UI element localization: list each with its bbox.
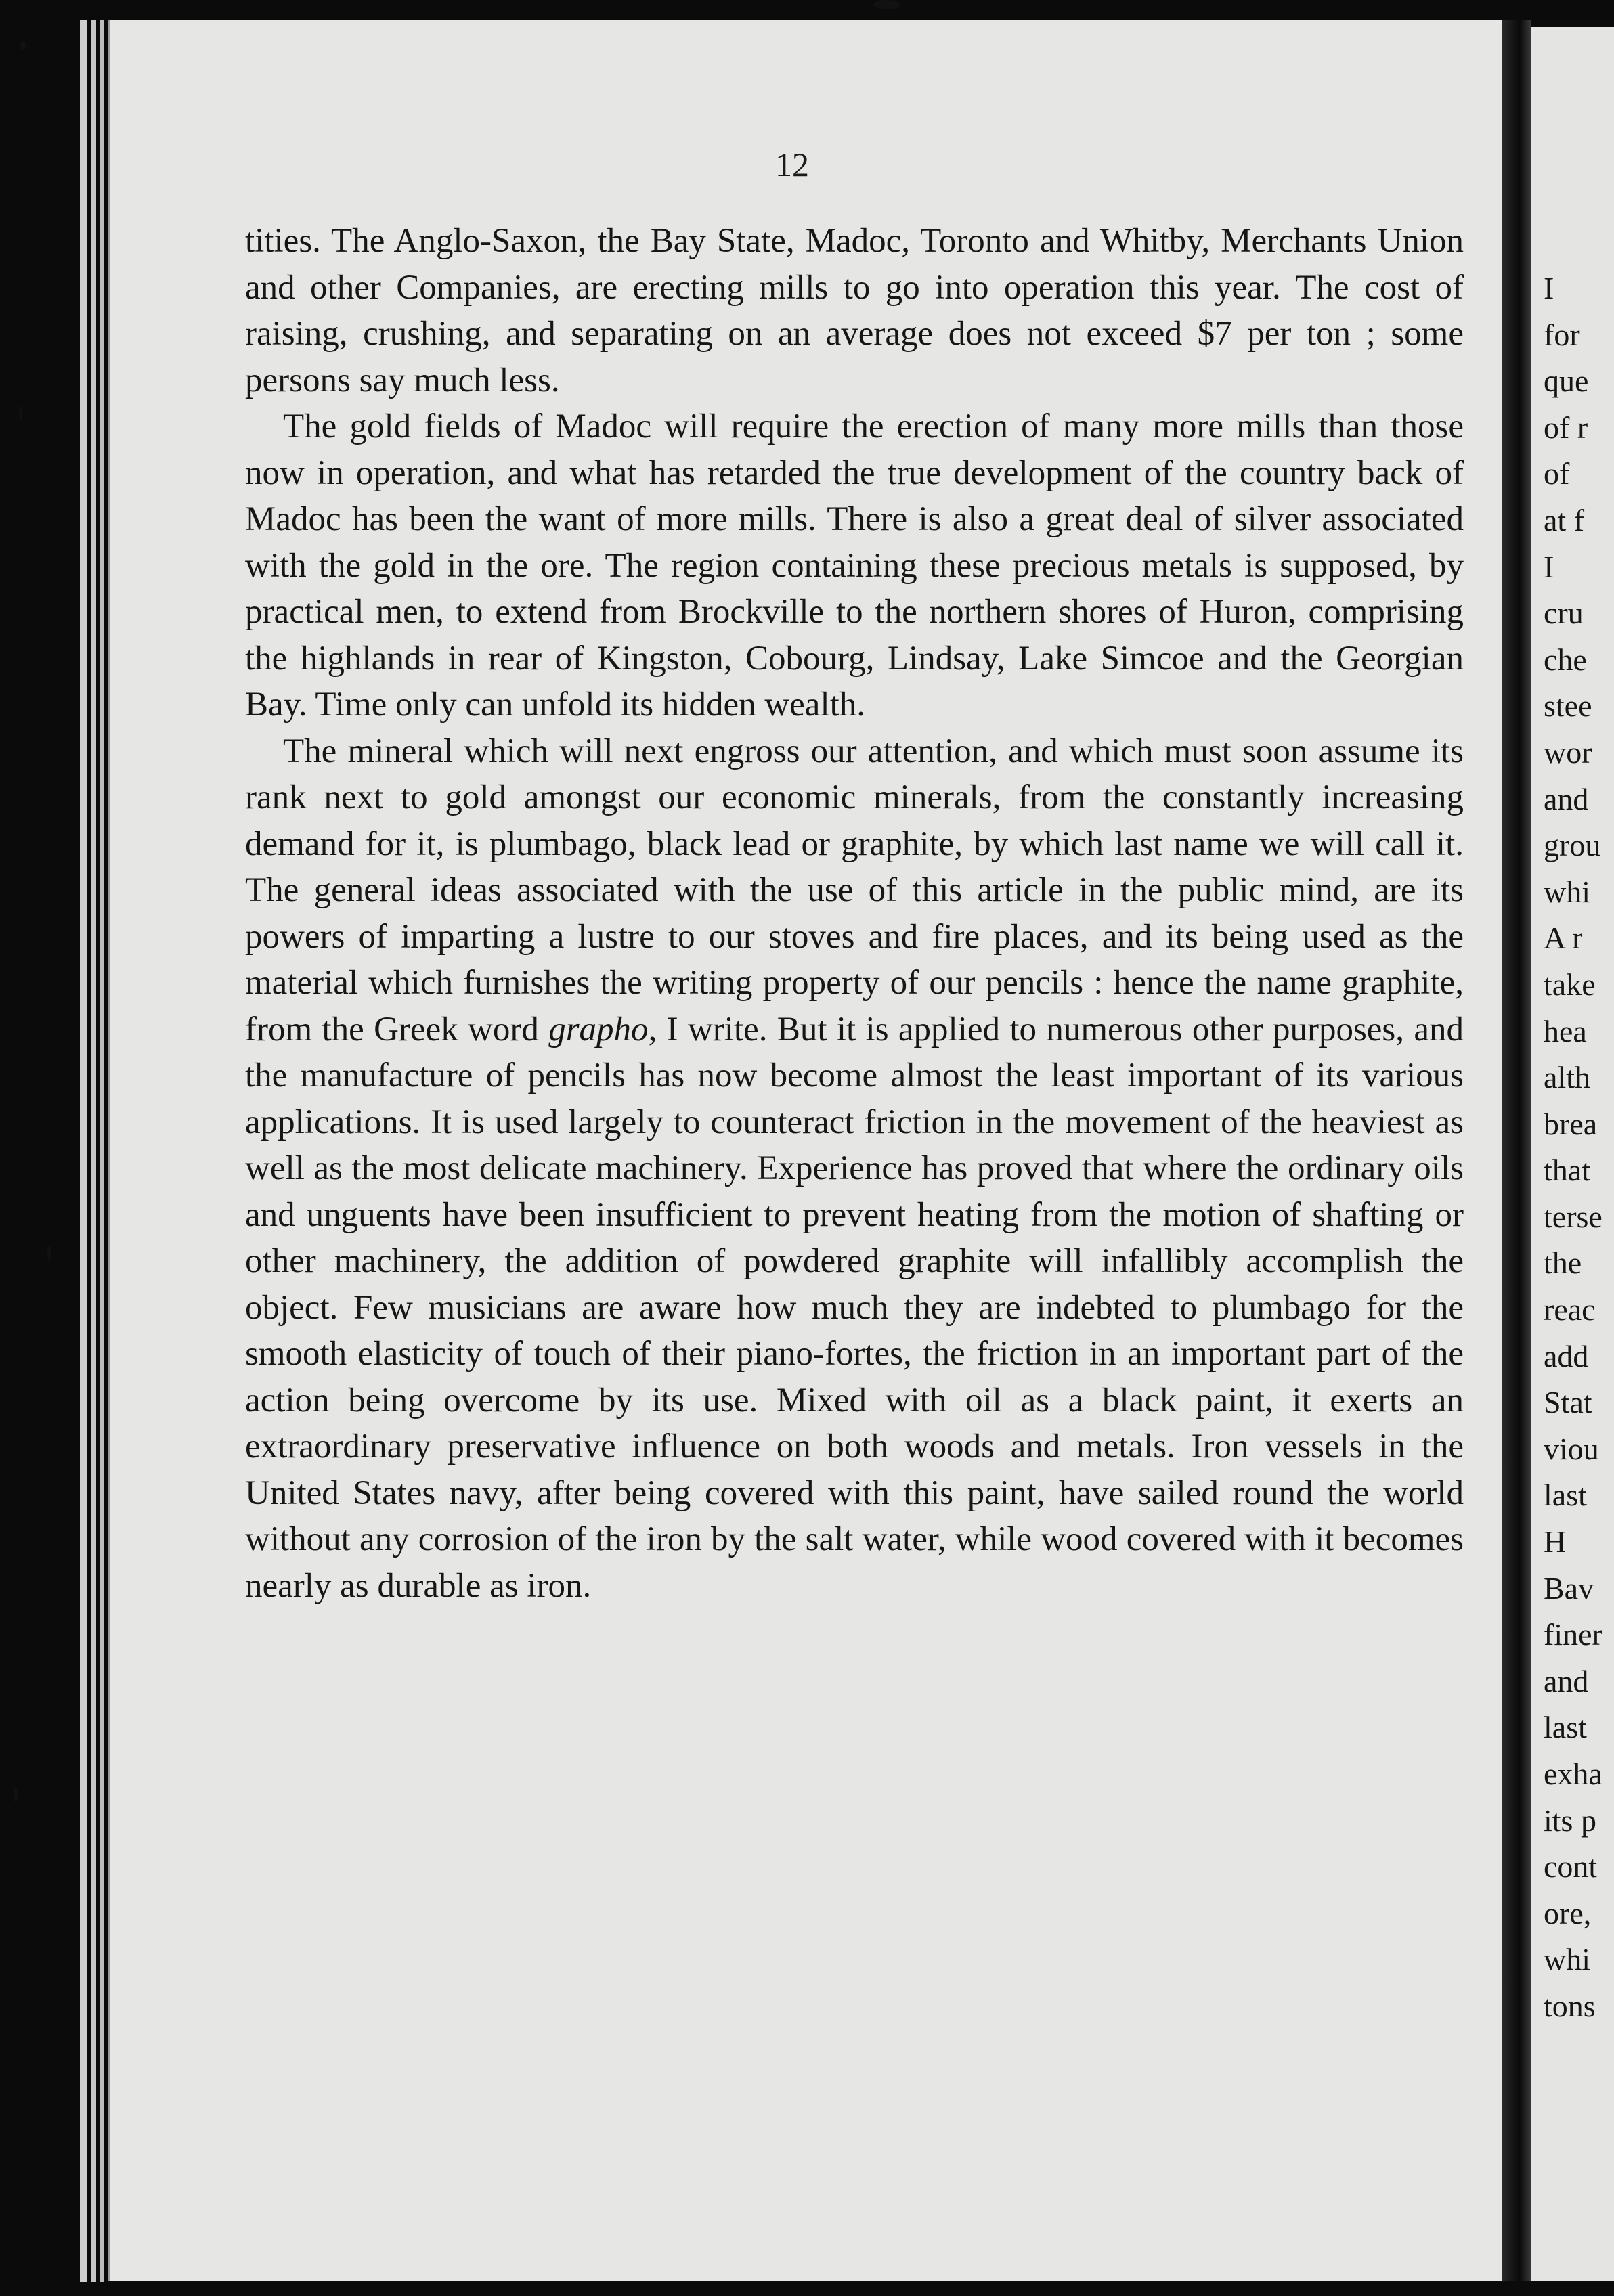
facing-page-line: its p <box>1544 1803 1596 1838</box>
facing-page-line: Bav <box>1544 1570 1594 1606</box>
page-edge <box>91 20 96 2282</box>
facing-page-line: at f <box>1544 502 1585 537</box>
paragraph-text: tities. The Anglo-Saxon, the Bay State, Madoc, Toronto and Whitby, Merchants Union and other Companies, are erecting mills to go into operation this year. The cost of raising, crushing, and separating on an average does not exceed $7 per ton ; some persons say much less. <box>245 222 1464 399</box>
facing-page-line: whi <box>1544 1942 1590 1977</box>
facing-page-text <box>1544 265 1614 2030</box>
facing-page-line: finer <box>1544 1617 1602 1652</box>
paragraph-text: , I write. But it is applied to numerous other purposes, and the manufacture of pencils has now become almost the least important of its various applications. It is used largely to counteract friction in the movement of the heaviest as well as the most delicate machinery. Experience has proved that where the ordinary oils and unguents have been insufficient to prevent heating from the motion of shafting or other machinery, the addition of powdered graphite will infallibly accomplish the object. Few musicians are aware how much they are indebted to plumbago for the smooth elasticity of touch of their piano-fortes, the friction in an important part of the action being overcome by its use. Mixed with oil as a black paint, it exerts an extraordinary preservative influence on both woods and metals. Iron vessels in the United States navy, after being covered with this paint, have sailed round the world without any corrosion of the iron by the salt water, while wood covered with it becomes nearly as durable as iron. <box>245 1010 1464 1605</box>
paragraph <box>245 403 1464 728</box>
italic-word: grapho <box>548 1010 649 1048</box>
paragraph <box>245 728 1464 1610</box>
facing-page-line: I <box>1544 271 1554 305</box>
facing-page-line: H <box>1544 1524 1567 1560</box>
facing-page-line: and <box>1544 1663 1589 1698</box>
page-number: 12 <box>775 146 809 183</box>
facing-page-line: the <box>1544 1245 1582 1281</box>
facing-page-line: tons <box>1544 1988 1596 2023</box>
facing-page-line: of r <box>1544 410 1588 445</box>
facing-page-line: che <box>1544 642 1587 677</box>
facing-page-line: of <box>1544 456 1570 491</box>
scan-speck <box>47 1245 51 1262</box>
facing-page-line: grou <box>1544 828 1601 863</box>
facing-page-line: that <box>1544 1153 1590 1188</box>
scan-speck <box>873 0 900 9</box>
facing-page-line: Stat <box>1544 1385 1592 1420</box>
facing-page-line: viou <box>1544 1431 1599 1466</box>
facing-page-line: last <box>1544 1710 1587 1745</box>
paragraph-text: The mineral which will next engross our attention, and which must soon assume its rank next to gold amongst our economic minerals, from the constantly increasing demand for it, is plumbago, black lead or graphite, by which last name we will call it. The general ideas associated with the use of this article in the public mind, are its powers of imparting a lustre to our stoves and fire places, and its being used as the material which furnishes the writing property of our pencils : hence the name graphite, from the Greek word <box>245 732 1464 1048</box>
facing-page-line: add <box>1544 1338 1589 1373</box>
facing-page-line: cru <box>1544 596 1584 631</box>
facing-page-line: wor <box>1544 734 1592 770</box>
facing-page-edge <box>1531 27 1614 2281</box>
facing-page-line: exha <box>1544 1757 1602 1791</box>
scan-speck <box>14 1787 18 1802</box>
facing-page-line: stee <box>1544 688 1592 724</box>
page-edge <box>80 20 87 2282</box>
facing-page-line: que <box>1544 363 1589 399</box>
facing-page-line: hea <box>1544 1013 1587 1048</box>
book-gutter <box>1502 20 1531 2281</box>
facing-page-line: cont <box>1544 1849 1598 1884</box>
facing-page-line: last <box>1544 1478 1587 1513</box>
page-body <box>245 218 1464 1609</box>
scan-speck <box>19 406 22 420</box>
paragraph <box>245 218 1464 403</box>
facing-page-line: take <box>1544 967 1596 1002</box>
facing-page-line: brea <box>1544 1106 1598 1141</box>
facing-page-line: reac <box>1544 1292 1596 1327</box>
facing-page-line: A r <box>1544 921 1583 956</box>
page-edge <box>100 20 104 2282</box>
facing-page-line: ore, <box>1544 1895 1592 1930</box>
scan-speck <box>20 41 26 50</box>
facing-page-line: and <box>1544 781 1589 816</box>
facing-page-line: alth <box>1544 1060 1590 1095</box>
paragraph-text: The gold fields of Madoc will require the erection of many more mills than those now in operation, and what has retarded the true development of the country back of Madoc has been the want of more mills. There is also a great deal of silver associated with the gold in the ore. The region containing these precious metals is supposed, by practical men, to extend from Brockville to the northern shores of Huron, comprising the highlands in rear of Kingston, Cobourg, Lindsay, Lake Simcoe and the Georgian Bay. Time only can unfold its hidden wealth. <box>245 407 1464 724</box>
facing-page-line: I <box>1544 549 1554 584</box>
facing-page-line: whi <box>1544 874 1590 909</box>
facing-page-line: terse <box>1544 1199 1602 1234</box>
facing-page-line: for <box>1544 317 1580 352</box>
